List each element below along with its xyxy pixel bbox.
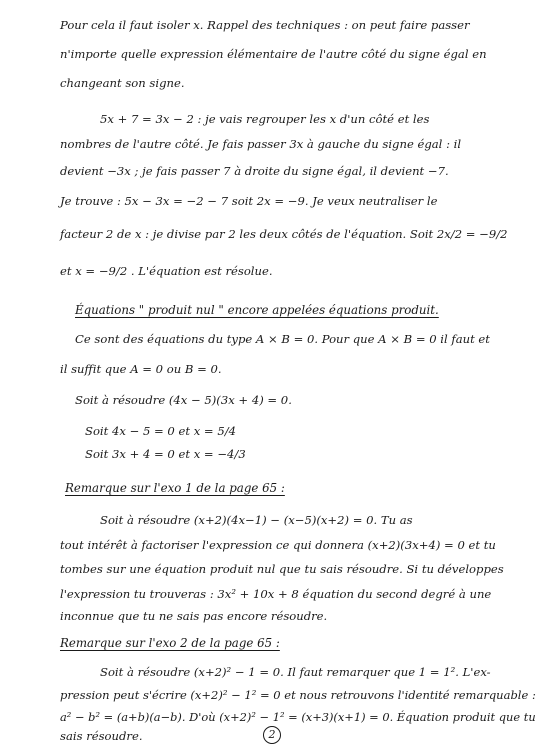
section-heading: Équations " produit nul " encore appelées équations produit. [75, 303, 439, 317]
text-line: Soit 4x − 5 = 0 et x = 5/4 [85, 424, 236, 438]
section-heading: Remarque sur l'exo 2 de la page 65 : [60, 636, 280, 650]
text-line: pression peut s'écrire (x+2)² − 1² = 0 et nous retrouvons l'identité remarquable : [60, 688, 536, 702]
text-line: Soit à résoudre (x+2)(4x−1) − (x−5)(x+2) = 0. Tu as [100, 513, 413, 527]
text-line: Pour cela il faut isoler x. Rappel des techniques : on peut faire passer [60, 18, 470, 32]
text-line: Soit 3x + 4 = 0 et x = −4/3 [85, 447, 246, 461]
section-heading: Remarque sur l'exo 1 de la page 65 : [65, 481, 285, 495]
text-line: Soit à résoudre (4x − 5)(3x + 4) = 0. [75, 393, 292, 407]
text-line: Je trouve : 5x − 3x = −2 − 7 soit 2x = −9. Je veux neutraliser le [60, 194, 438, 208]
text-line: tombes sur une équation produit nul que tu sais résoudre. Si tu développes [60, 562, 504, 576]
text-line: changeant son signe. [60, 76, 185, 90]
text-line: facteur 2 de x : je divise par 2 les deux côtés de l'équation. Soit 2x/2 = −9/2 [60, 227, 508, 241]
text-line: l'expression tu trouveras : 3x² + 10x + 8 équation du second degré à une [60, 587, 492, 601]
text-line: n'importe quelle expression élémentaire de l'autre côté du signe égal en [60, 47, 487, 61]
text-line: sais résoudre. [60, 729, 143, 743]
text-line: Soit à résoudre (x+2)² − 1 = 0. Il faut remarquer que 1 = 1². L'ex- [100, 665, 491, 679]
text-line: il suffit que A = 0 ou B = 0. [60, 362, 222, 376]
text-line: a² − b² = (a+b)(a−b). D'où (x+2)² − 1² = (x+3)(x+1) = 0. Équation produit que tu [60, 710, 536, 724]
text-line: Ce sont des équations du type A × B = 0. Pour que A × B = 0 il faut et [75, 332, 490, 346]
text-line: nombres de l'autre côté. Je fais passer 3x à gauche du signe égal : il [60, 137, 462, 151]
text-line: devient −3x ; je fais passer 7 à droite du signe égal, il devient −7. [60, 164, 449, 178]
page-number: 2 [263, 726, 281, 744]
text-line: tout intérêt à factoriser l'expression ce qui donnera (x+2)(3x+4) = 0 et tu [60, 538, 496, 552]
text-line: inconnue que tu ne sais pas encore résoudre. [60, 609, 328, 623]
text-line: et x = −9/2 . L'équation est résolue. [60, 264, 273, 278]
text-line: 5x + 7 = 3x − 2 : je vais regrouper les x d'un côté et les [100, 112, 430, 126]
